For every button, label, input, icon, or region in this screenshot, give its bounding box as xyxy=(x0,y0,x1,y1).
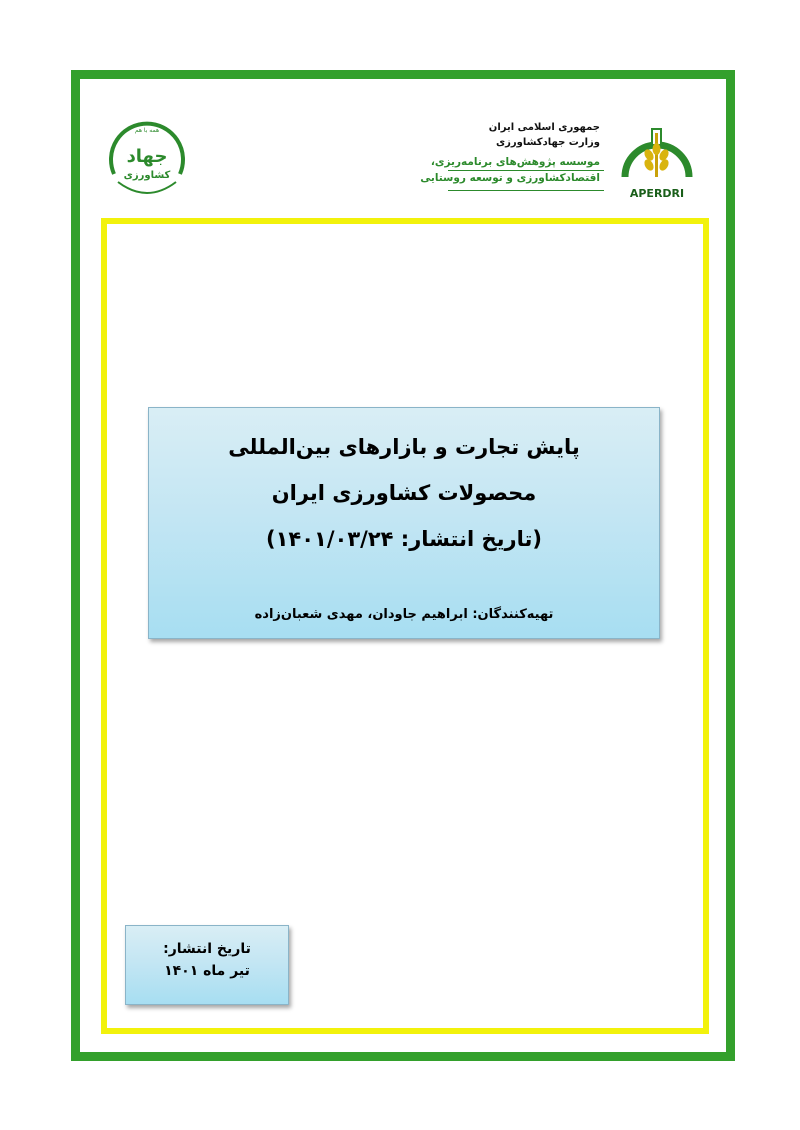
institution-header xyxy=(400,120,600,186)
aperdri-label: APERDRI xyxy=(629,187,685,200)
title-box xyxy=(148,407,660,639)
ministry-name: وزارت جهادکشاورزی xyxy=(495,137,600,148)
publication-date-box xyxy=(125,925,289,1005)
publication-date: تیر ماه ۱۴۰۱ xyxy=(164,963,250,979)
aperdri-logo xyxy=(609,115,703,205)
logo-word-sub: کشاورزی xyxy=(123,170,171,181)
institute-line-1: موسسه پژوهش‌های برنامه‌ریزی، xyxy=(430,156,600,168)
logo-word-main: جهاد xyxy=(126,146,168,167)
republic-name: جمهوری اسلامی ایران xyxy=(488,122,600,133)
wheat-emblem-icon xyxy=(609,115,703,205)
header-rule-1 xyxy=(448,170,604,171)
title-line-2: محصولات کشاورزی ایران xyxy=(271,481,537,505)
title-line-3: (تاریخ انتشار: ۱۴۰۱/۰۳/۲۴) xyxy=(266,527,542,551)
institute-line-2: اقتصادکشاورزی و توسعه روستایی xyxy=(420,172,600,184)
logo-top-arc-text: همه با هم xyxy=(134,127,160,134)
jahad-logo-icon xyxy=(100,112,194,206)
title-line-1: پایش تجارت و بازارهای بین‌المللی xyxy=(228,435,580,459)
jahad-keshavarzi-logo xyxy=(100,112,194,206)
header-rule-2 xyxy=(448,190,604,191)
publication-label: تاریخ انتشار: xyxy=(163,941,251,957)
authors: تهیه‌کنندگان: ابراهیم جاودان، مهدی شعبان‌زاده xyxy=(254,607,554,622)
